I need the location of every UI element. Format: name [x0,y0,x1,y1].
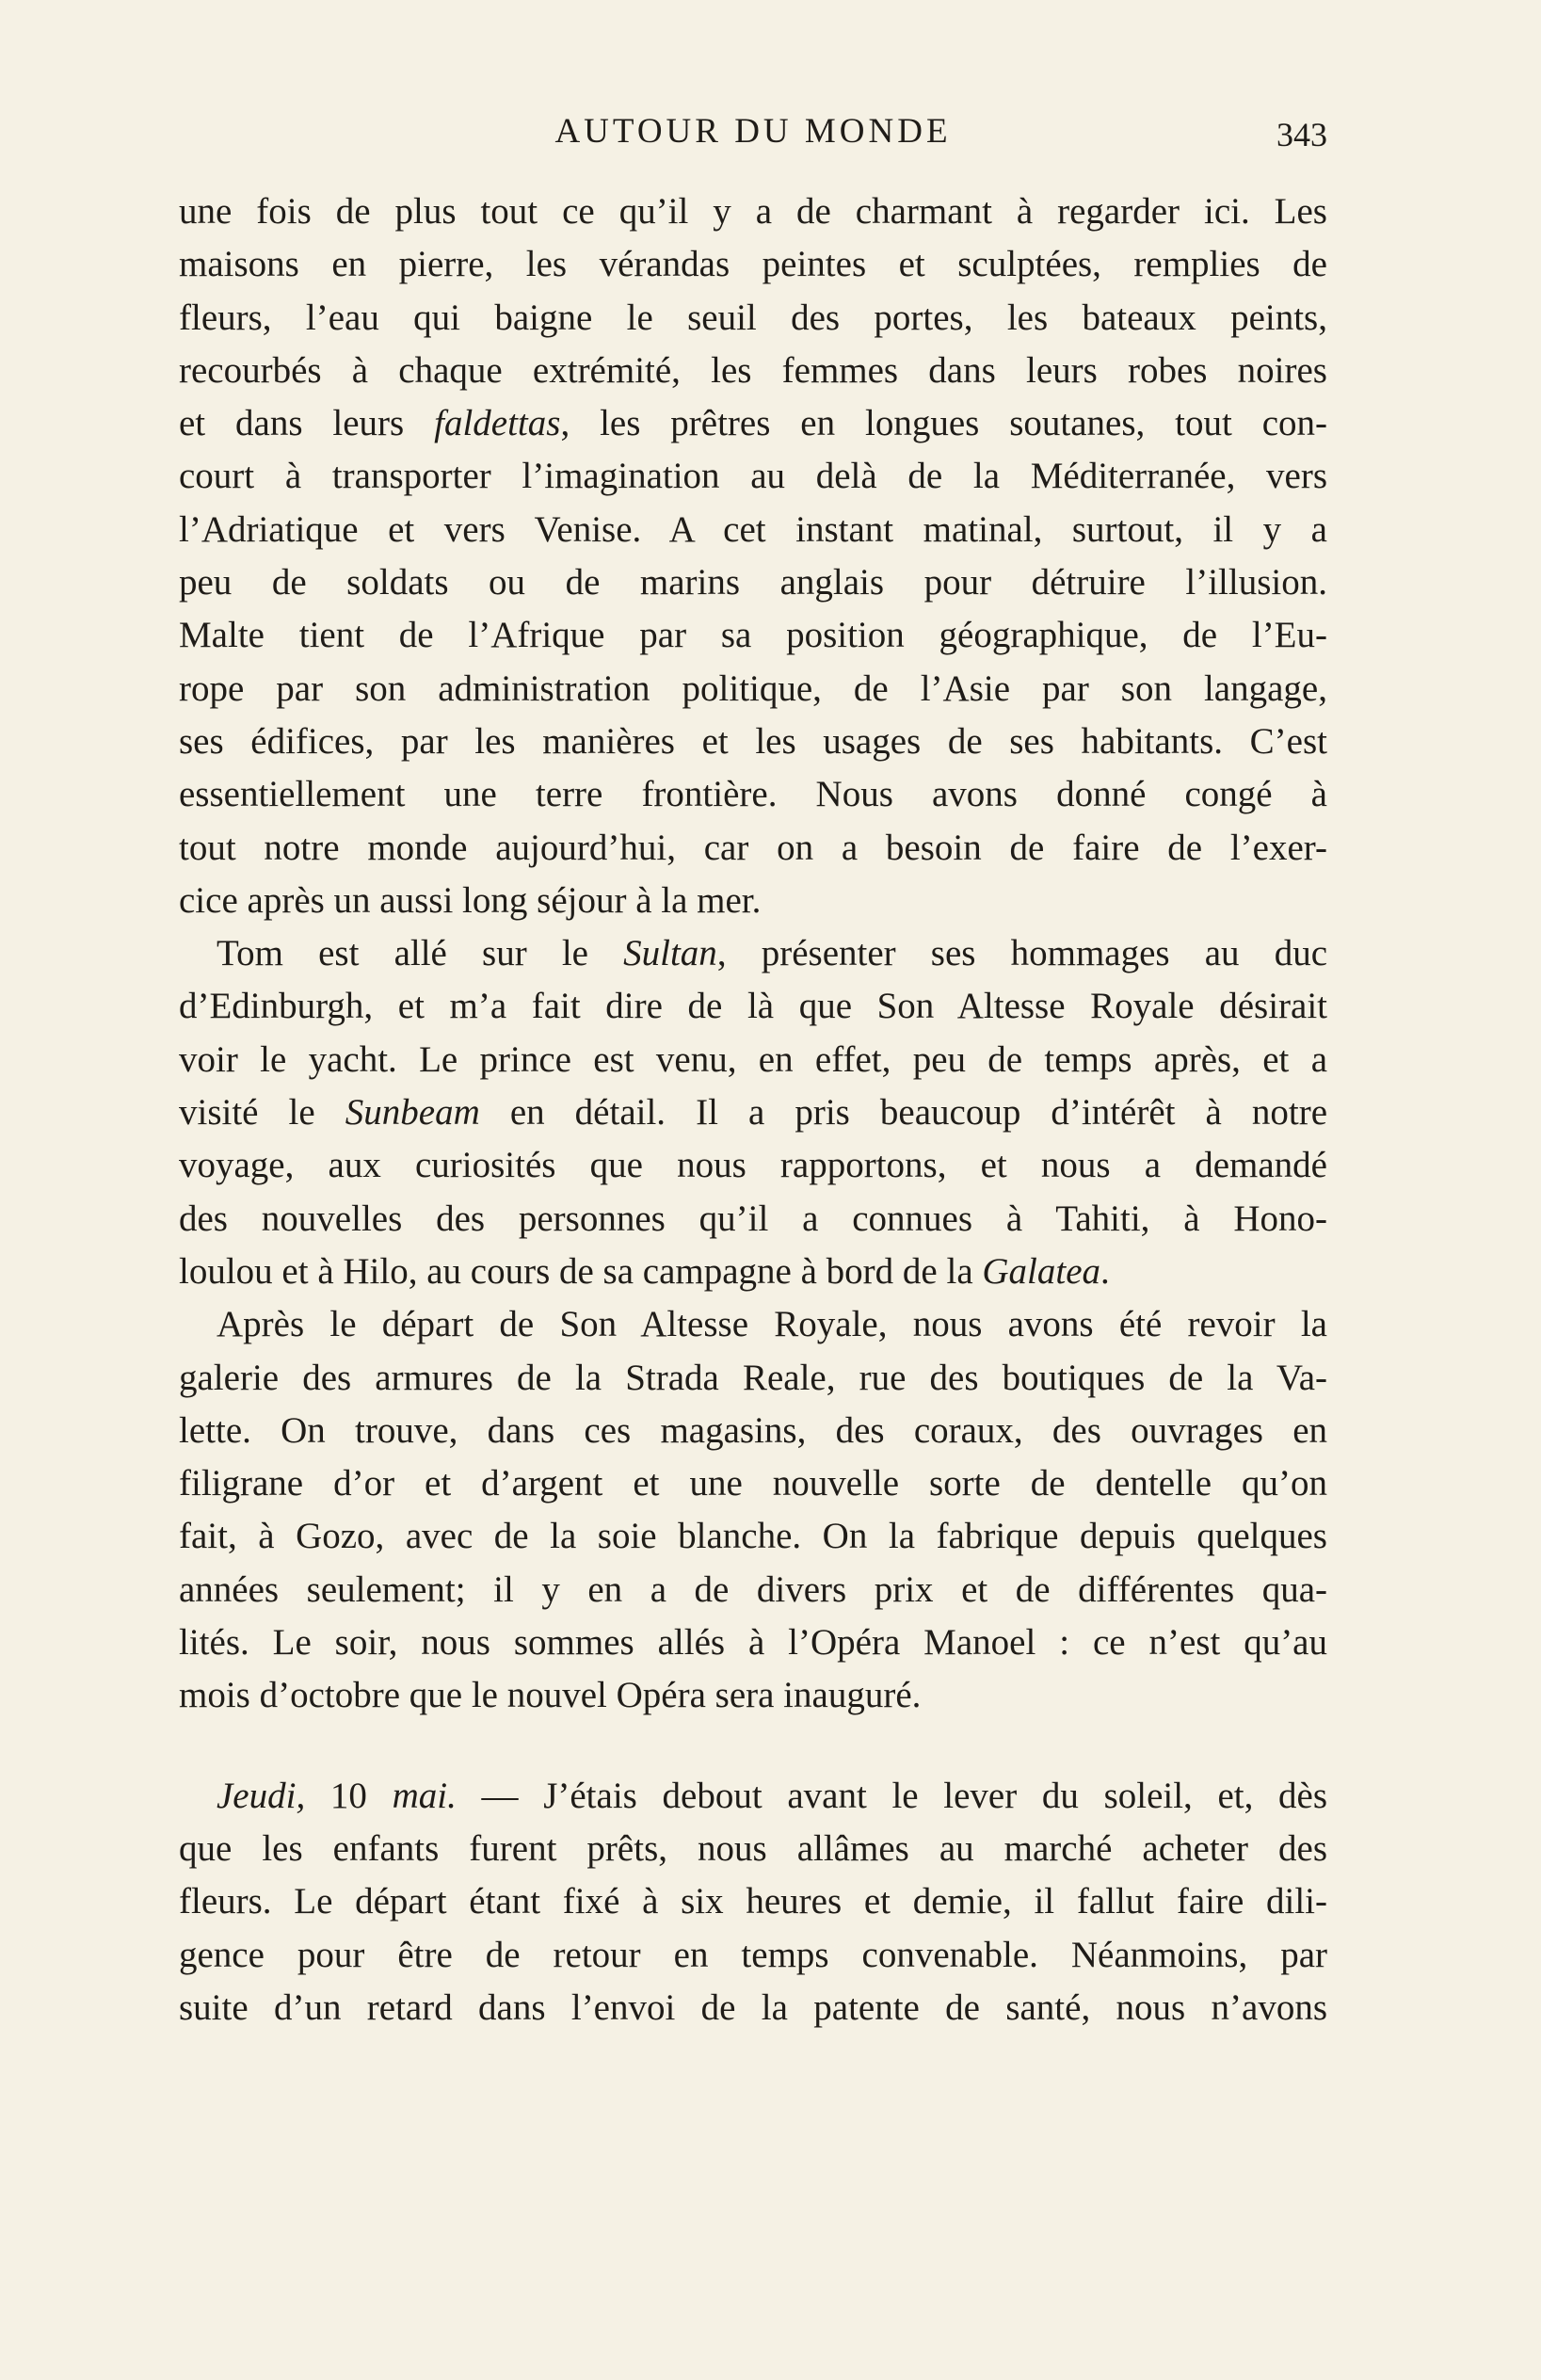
section-break [179,1723,1327,1770]
text-line: lette. On trouve, dans ces magasins, des coraux, des ouvrages en [179,1409,1327,1451]
text-line: voir le yacht. Le prince est venu, en effet, peu de temps après, et a [179,1038,1327,1080]
text-segment: loulou et à Hilo, au cours de sa campagne à bord de la [179,1250,973,1292]
text-line: galerie des armures de la Strada Reale, rue des boutiques de la Va- [179,1357,1327,1398]
text-line: rope par son administration politique, de l’Asie par son langage, [179,667,1327,709]
text-segment: visité le [179,1092,315,1134]
text-line: Après le départ de Son Altesse Royale, nous avons été revoir la [217,1304,1327,1345]
text-line: une fois de plus tout ce qu’il y a de charmant à regarder ici. Les [179,191,1327,232]
text-line: années seulement; il y en a de divers prix et de différentes qua- [179,1568,1327,1610]
text-line: court à transporter l’imagination au delà de la Méditerranée, vers [179,456,1327,497]
text-segment: , les prêtres en longues soutanes, tout con- [560,403,1327,444]
text-line: filigrane d’or et d’argent et une nouvelle sorte de dentelle qu’on [179,1463,1327,1504]
italic-term: faldettas [434,403,561,444]
text-line: ses édifices, par les manières et les usages de ses habitants. C’est [179,720,1327,762]
paragraph [179,1770,1327,2034]
text-line [179,1246,1327,1298]
body-text [179,185,1327,2034]
date-month: mai. [392,1775,457,1816]
text-line: peu de soldats ou de marins anglais pour détruire l’illusion. [179,562,1327,603]
text-segment: . [1100,1250,1110,1292]
paragraph [179,185,1327,927]
text-segment: et dans leurs [179,403,405,444]
page-header [179,111,1327,158]
text-line [179,1086,1327,1139]
text-line: l’Adriatique et vers Venise. A cet instant matinal, surtout, il y a [179,508,1327,550]
page-number: 343 [1276,116,1327,153]
date-number: 10 [329,1775,367,1816]
text-line: fleurs, l’eau qui baigne le seuil des portes, les bateaux peints, [179,297,1327,338]
text-line: mois d’octobre que le nouvel Opéra sera inauguré. [179,1675,922,1716]
text-line: voyage, aux curiosités que nous rapportons, et nous a demandé [179,1145,1327,1186]
text-segment: en détail. Il a pris beaucoup d’intérêt à notre [509,1092,1328,1134]
text-line: tout notre monde aujourd’hui, car on a besoin de faire de l’exer- [179,827,1327,868]
text-line: lités. Le soir, nous sommes allés à l’Opéra Manoel : ce n’est qu’au [179,1622,1327,1664]
text-segment: Tom est allé sur le [217,933,588,974]
text-line: suite d’un retard dans l’envoi de la patente de santé, nous n’avons [179,1986,1327,2028]
text-line: que les enfants furent prêts, nous allâmes au marché acheter des [179,1827,1327,1869]
text-line: gence pour être de retour en temps convenable. Néanmoins, par [179,1934,1327,1975]
text-line: fleurs. Le départ étant fixé à six heures et demie, il fallut faire dili- [179,1881,1327,1922]
text-segment: — J’étais debout avant le lever du soleil, et, dès [481,1775,1328,1816]
text-line [179,397,1327,450]
text-line: fait, à Gozo, avec de la soie blanche. On la fabrique depuis quelques [179,1516,1327,1557]
text-line [179,1770,1327,1823]
ship-name: Sultan [623,933,717,974]
paragraph [179,927,1327,1298]
text-segment: , présenter ses hommages au duc [716,933,1328,974]
running-title: AUTOUR DU MONDE [554,112,952,151]
ship-name: Sunbeam [345,1092,480,1134]
text-line: des nouvelles des personnes qu’il a connues à Tahiti, à Hono- [179,1198,1327,1239]
text-line: d’Edinburgh, et m’a fait dire de là que Son Altesse Royale désirait [179,986,1327,1027]
text-line: recourbés à chaque extrémité, les femmes dans leurs robes noires [179,349,1327,391]
text-line: cice après un aussi long séjour à la mer. [179,879,762,921]
ship-name: Galatea [982,1250,1101,1292]
text-line: Malte tient de l’Afrique par sa position géographique, de l’Eu- [179,615,1327,656]
paragraph [179,1298,1327,1722]
text-line: essentiellement une terre frontière. Nous avons donné congé à [179,774,1327,815]
text-line [179,927,1327,980]
date-day: Jeudi, [217,1775,306,1816]
text-line: maisons en pierre, les vérandas peintes et sculptées, remplies de [179,244,1327,285]
